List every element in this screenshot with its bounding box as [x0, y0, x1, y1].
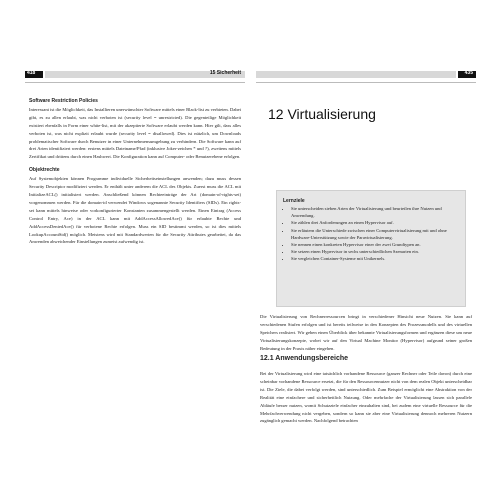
left-page: [25, 68, 245, 458]
left-header-title: 15 Sicherheit: [209, 70, 241, 76]
paragraph-objektrechte: Auf Systemobjekten können Programme individuelle Sicherheitseinstellungen anwenden; dazu muss dessen Security Descriptor modifiziert werden. Er enthält unter anderem die ACL des Objekts. Zuerst muss die ACL mit InitializeACL() initialisiert werden. Anschließend können Rechteeinträge der Art (domain-of-rights-set) vorgenommen werden. Für die domain-id verwendet Windows sogenannte Security Identifiers (SIDs). Ein rights-set kann mittels hinweise oder vorkonfigurierter Konstanten zusammengestellt werden. Einen Eintrag (Access Control Entry, Ace) in der ACL kann mit AddAccessAllowedAce() für erlaubte Rechte und AddAccessDeniedAce() für verbotene Rechte erfolgen. Muss ein SID bestimmt werden, so ist dies mittels LookupAccountSid() möglich. Meistens wird mit Standardwerten für die Security Attributes gearbeitet, da das Anwenden abweichender Einstellungen zumeist aufwendig ist.: [29, 176, 241, 245]
section-heading-anwendungsbereiche: 12.1 Anwendungsbereiche: [260, 355, 349, 362]
lernziele-title: Lernziele: [283, 198, 305, 204]
left-body: [29, 98, 241, 246]
paragraph-software-restriction: Interessant ist die Möglichkeit, das Installieren unerwünschter Software mittels einer Black-list zu verbieten. Dabei gibt, es zu allen erlaubt, was nicht verboten ist (security level = unrestricted). Die gegenteilige Möglichkeit existiert ebenfalls in Form einer white-list, mit der akzeptierte Software erlaubt werden kann. Hier gilt, dass alles verboten ist, was nicht explizit erlaubt wurde (security level = disallowed). Dies ist nützlich, um Downloads problematischer Software durch Benutzer in einer Unternehmensumgebung zu verhindern. Die Software kann auf drei Arten identifiziert werden: erstens mittels Dateiname/Pfad (inklusive Joker-zeichen * und ?), zweitens mittels Zertifikat und drittens durch einen Hashwert. Die Konfiguration kann auf Computer- oder Benutzerebene erfolgen.: [29, 106, 241, 160]
right-header-bar: [256, 71, 456, 78]
section-heading-software-restriction: Software Restriction Policies: [29, 98, 98, 104]
left-page-number: 418: [27, 70, 36, 76]
lernziele-list: [283, 205, 459, 263]
right-header-rule: [256, 82, 476, 83]
lernziel-item: • Sie unterscheiden sieben Arten der Virtualisierung und beurteilen ihre Nutzen und Anwendung.: [291, 205, 459, 219]
intro-body: [260, 313, 472, 353]
section-paragraph: Bei der Virtualisierung wird eine tatsächlich vorhandene Ressource (ganzer Rechner oder Teile davon) durch eine scheinbar vorhandene Ressource ersetzt, die für den Ressourcennutzer nicht von dem realen Objekt unterscheidbar ist. Die Ziele, die dabei verfolgt werden, sind unterschiedlich. Zum Beispiel ermöglicht eine Abstraktion von der Realität eine einfachere und sicherheitlich Nutzung. Oder mehrfache der Virtualisierung lassen sich parallele Abläufe besser nutzen, womit Schutzziele einfacher einzuhalten sind, bei zudem eine virtuelle Ressource für die Mehrfachverwendung nicht vergeben, sondern so kann sie aber eine Virtualisierung dennoch mehreren Nutzern zugänglich gemacht werden. Nachfolgend betrachten: [260, 371, 472, 424]
lernziel-item: • Sie nennen einen konkreten Hypervisor einer der zwei Grundtypen an.: [291, 241, 459, 248]
left-page-header: [25, 68, 245, 82]
intro-paragraph: Die Virtualisierung von Rechnerressourcen bringt in verschiedener Hinsicht neue Nutzen. Sie kann auf verschiedenen Stufen erfolgen und ist bereits teilweise in den Konzepten des Prozessmodells und des virtuellen Speichers realisiert. Wir geben einen Überblick über bekannte Virtualisierungsformen und ergänzen diese um neue Virtualisierungskonzepte, wobei wir auf den Virtual Machine Monitor (Hypervisor) aufgrund seiner großen Bedeutung in der Praxis näher eingehen.: [260, 314, 472, 351]
chapter-title: 12 Virtualisierung: [268, 106, 376, 122]
right-page-header: [256, 68, 476, 82]
section-heading-objektrechte: Objektrechte: [29, 167, 60, 174]
left-header-rule: [25, 82, 245, 83]
right-page-number: 435: [464, 70, 473, 76]
lernziele-box: [276, 190, 466, 307]
lernziel-item: • Sie erläutern die Unterschiede zwischen einer Computervirtualisierung mit und ohne Hardware-Unterstützung sowie der Paravirtualisierung.: [291, 227, 459, 241]
lernziel-item: • Sie setzen einen Hypervisor in sechs unterschiedlichen Szenarien ein.: [291, 248, 459, 255]
lernziel-item: • Sie vergleichen Container-Systeme mit Unikernels.: [291, 255, 459, 262]
lernziel-item: • Sie zählen drei Anforderungen an einen Hypervisor auf.: [291, 219, 459, 226]
section-body: [260, 370, 472, 425]
right-page: [256, 68, 476, 458]
